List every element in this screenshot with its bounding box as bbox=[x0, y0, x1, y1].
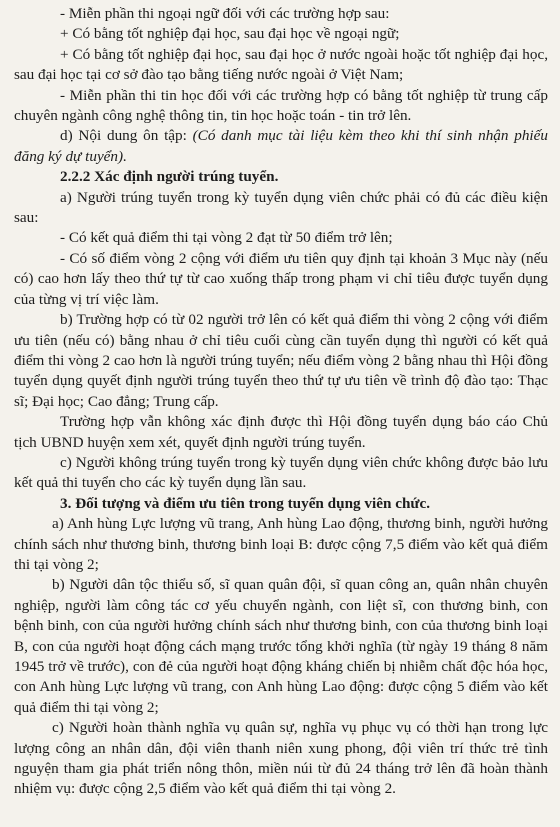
paragraph-exempt-it: - Miễn phần thi tin học đối với các trường hợp có bằng tốt nghiệp từ trung cấp chuyên ngành công nghệ thông tin, tin học hoặc toán - tin trở lên. bbox=[14, 86, 548, 125]
paragraph-priority-a: a) Anh hùng Lực lượng vũ trang, Anh hùng Lao động, thương binh, người hưởng chính sách như thương binh, thương binh loại B: được cộng 7,5 điểm vào kết quả điểm thi tại vòng 2; bbox=[14, 515, 548, 573]
paragraph-degree-language: + Có bằng tốt nghiệp đại học, sau đại học về ngoại ngữ; bbox=[60, 25, 400, 43]
review-content-note: (Có danh mục tài liệu kèm theo khi thí sinh nhận phiếu đăng ký dự tuyển). bbox=[14, 127, 548, 165]
paragraph-score-50: - Có kết quả điểm thi tại vòng 2 đạt từ 50 điểm trở lên; bbox=[60, 229, 393, 247]
paragraph-priority-b: b) Người dân tộc thiểu số, sĩ quan quân đội, sĩ quan công an, quân nhân chuyên nghiệp, người làm công tác cơ yếu chuyển ngành, con liệt sĩ, con thương binh, con bệnh binh, con của người hưởng chính sách như thương binh, con của thương binh loại B, con của người hoạt động cách mạng trước tổng khởi nghĩa (từ ngày 19 tháng 8 năm 1945 trở về trước), con đẻ của người hoạt động kháng chiến bị nhiễm chất độc hóa học, con Anh hùng Lực lượng vũ trang, con Anh hùng Lao động: được cộng 5 điểm vào kết quả điểm thi tại vòng 2; bbox=[14, 576, 548, 716]
paragraph-no-reserve: c) Người không trúng tuyển trong kỳ tuyển dụng viên chức không được bảo lưu kết quả thi tuyển cho các kỳ tuyển dụng lần sau. bbox=[14, 453, 548, 492]
paragraph-review-content bbox=[14, 126, 548, 167]
paragraph-exempt-language: - Miễn phần thi ngoại ngữ đối với các trường hợp sau: bbox=[60, 5, 390, 22]
paragraph-conditions: a) Người trúng tuyển trong kỳ tuyển dụng viên chức phải có đủ các điều kiện sau: bbox=[14, 188, 548, 227]
paragraph-priority-c: c) Người hoàn thành nghĩa vụ quân sự, nghĩa vụ phục vụ có thời hạn trong lực lượng công an nhân dân, đội viên thanh niên xung phong, đội viên trí thức trẻ tình nguyện tham gia phát triển nông thôn, miền núi từ đủ 24 tháng trở lên đã hoàn thành nhiệm vụ: được cộng 2,5 điểm vào kết quả điểm thi tại vòng 2. bbox=[14, 719, 548, 798]
paragraph-report-chairman: Trường hợp vẫn không xác định được thì Hội đồng tuyển dụng báo cáo Chủ tịch UBND huyện xem xét, quyết định người trúng tuyển. bbox=[14, 413, 548, 451]
paragraph-ranking: - Có số điểm vòng 2 cộng với điểm ưu tiên quy định tại khoản 3 Mục này (nếu có) cao hơn lấy theo thứ tự từ cao xuống thấp trong phạm vi chỉ tiêu được tuyển dụng của từng vị trí việc làm. bbox=[14, 249, 548, 308]
review-content-lead: d) Nội dung ôn tập: bbox=[60, 127, 193, 145]
paragraph-degree-abroad: + Có bằng tốt nghiệp đại học, sau đại học ở nước ngoài hoặc tốt nghiệp đại học, sau đại học tại cơ sở đào tạo bằng tiếng nước ngoài ở Việt Nam; bbox=[14, 45, 548, 84]
paragraph-tie-break: b) Trường hợp có từ 02 người trở lên có kết quả điểm thi vòng 2 cộng với điểm ưu tiên (nếu có) bằng nhau ở chỉ tiêu cuối cùng cần tuyển dụng thì người có kết quả điểm thi vòng 2 cao hơn là người trúng tuyển; nếu điểm vòng 2 bằng nhau thì Hội đồng tuyển dụng quyết định người trúng tuyển theo thứ tự ưu tiên về trình độ đào tạo: Thạc sĩ; Đại học; Cao đẳng; Trung cấp. bbox=[14, 311, 548, 410]
heading-priority: 3. Đối tượng và điểm ưu tiên trong tuyển dụng viên chức. bbox=[60, 494, 431, 512]
heading-winner-determination: 2.2.2 Xác định người trúng tuyển. bbox=[60, 168, 279, 186]
